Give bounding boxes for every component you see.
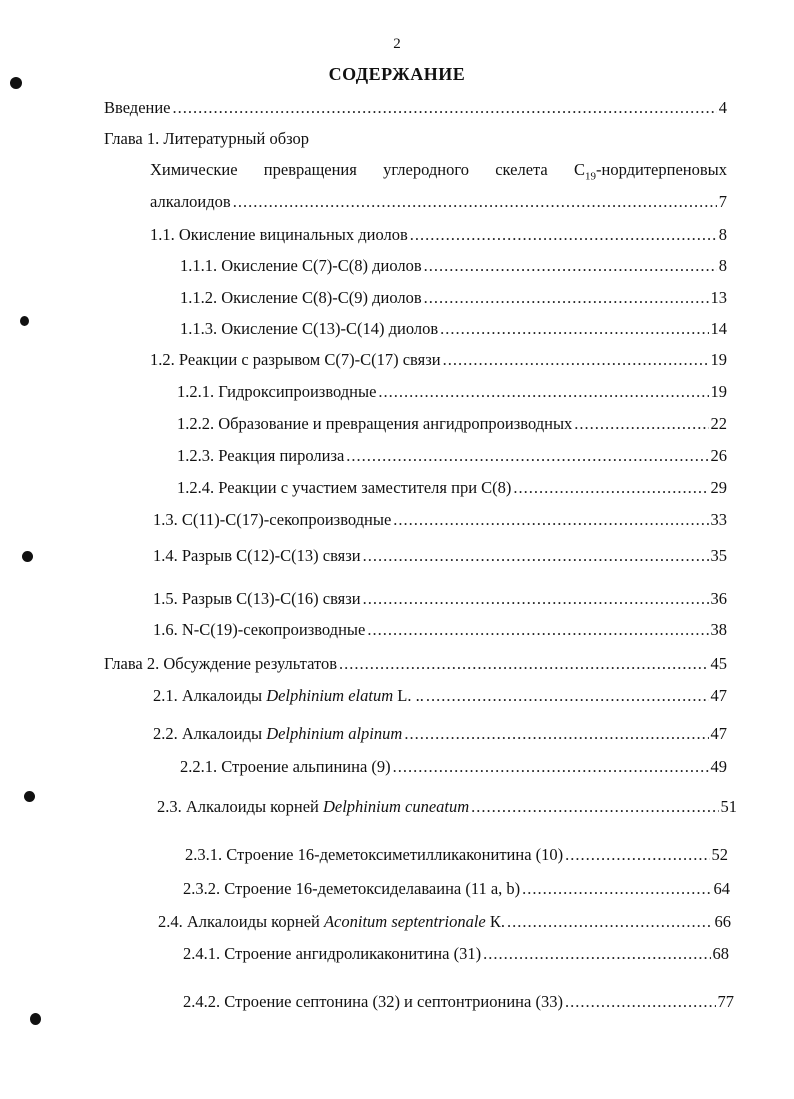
toc-entry <box>153 620 727 640</box>
toc-entry <box>153 510 727 530</box>
scan-mark <box>30 1013 41 1025</box>
toc-entry-page: 8 <box>718 225 727 244</box>
leader-dots <box>173 98 717 118</box>
toc-entry-label: 2.2.1. Строение альпинина (9) <box>180 757 391 776</box>
toc-entry-label: 2.3.2. Строение 16-деметоксиделаваина (11 а, b) <box>183 879 521 898</box>
toc-entry-label: 1.6. N-С(19)-секопроизводные <box>153 620 366 639</box>
toc-entry-page: 19 <box>710 382 727 401</box>
label-text: 2.3. Алкалоиды корней <box>157 797 323 816</box>
toc-entry-label: Глава 2. Обсуждение результатов <box>104 654 337 673</box>
label-text: К. <box>485 912 505 931</box>
leader-dots <box>471 797 718 817</box>
chapter1-subtitle-line2 <box>150 192 727 212</box>
toc-entry <box>157 797 737 817</box>
toc-entry-page: 4 <box>718 98 727 117</box>
label-text: 2.2. Алкалоиды <box>153 724 267 743</box>
label-text: 2.4. Алкалоиды корней <box>158 912 324 931</box>
toc-entry-page: 64 <box>713 879 730 898</box>
toc-entry <box>185 845 728 865</box>
toc-entry-page: 47 <box>710 724 727 743</box>
toc-entry-page: 38 <box>710 620 727 639</box>
label-text: L. .. <box>393 686 424 705</box>
toc-entry-page: 45 <box>710 654 727 673</box>
toc-entry <box>180 757 727 777</box>
leader-dots <box>424 288 709 308</box>
toc-entry <box>183 944 729 964</box>
toc-entry-label: 1.2.4. Реакции с участием заместителя при С(8) <box>177 478 512 497</box>
leader-dots <box>363 589 709 609</box>
chapter1-subtitle-text-b: -нордитерпеновых <box>596 160 727 179</box>
toc-entry <box>180 256 727 276</box>
leader-dots <box>393 510 708 530</box>
toc-entry-page: 33 <box>710 510 727 529</box>
toc-entry-label: 1.4. Разрыв С(12)-С(13) связи <box>153 546 361 565</box>
leader-dots <box>378 382 708 402</box>
leader-dots <box>443 350 709 370</box>
leader-dots <box>483 944 710 964</box>
leader-dots <box>233 192 717 212</box>
toc-entry-label: 1.2. Реакции с разрывом С(7)-С(17) связи <box>150 350 441 369</box>
toc-entry <box>177 382 727 402</box>
leader-dots <box>410 225 717 245</box>
toc-entry <box>180 319 727 339</box>
toc-entry-label: 1.2.2. Образование и превращения ангидропроизводных <box>177 414 573 433</box>
label-text: 2.1. Алкалоиды <box>153 686 267 705</box>
toc-entry-label: 2.3.1. Строение 16-деметоксиметилликаконитина (10) <box>185 845 564 864</box>
scan-mark <box>24 791 35 802</box>
toc-entry-chapter2 <box>104 654 727 674</box>
leader-dots <box>346 446 708 466</box>
toc-entry-page: 66 <box>714 912 731 931</box>
toc-entry-page: 47 <box>710 686 727 705</box>
leader-dots <box>339 654 709 674</box>
leader-dots <box>565 845 709 865</box>
toc-entry-label: Введение <box>104 98 171 117</box>
toc-entry-label: 1.1.2. Окисление С(8)-С(9) диолов <box>180 288 422 307</box>
leader-dots <box>507 912 713 932</box>
toc-entry-label <box>153 724 402 744</box>
scan-mark <box>20 316 29 326</box>
page-title: СОДЕРЖАНИЕ <box>328 64 466 84</box>
toc-entry <box>150 350 727 370</box>
toc-entry-page: 26 <box>710 446 727 465</box>
leader-dots <box>363 546 709 566</box>
leader-dots <box>574 414 708 434</box>
label-species: Delphinium cuneatum <box>322 797 470 816</box>
toc-entry <box>177 414 727 434</box>
toc-entry-page: 8 <box>718 256 727 275</box>
toc-entry-page: 36 <box>710 589 727 608</box>
leader-dots <box>426 686 709 706</box>
toc-entry-page: 29 <box>710 478 727 497</box>
chapter1-heading: Глава 1. Литературный обзор <box>104 129 310 148</box>
toc-entry <box>177 478 727 498</box>
toc-entry-label: 1.1.3. Окисление С(13)-С(14) диолов <box>180 319 439 338</box>
toc-entry-label <box>157 797 469 817</box>
label-species: Aconitum septentrionale <box>323 912 486 931</box>
toc-entry-label: 1.2.3. Реакция пиролиза <box>177 446 345 465</box>
leader-dots <box>424 256 717 276</box>
toc-entry-label: 1.1.1. Окисление С(7)-С(8) диолов <box>180 256 422 275</box>
leader-dots <box>565 992 716 1012</box>
toc-entry-page: 7 <box>718 192 727 211</box>
leader-dots <box>440 319 708 339</box>
leader-dots <box>393 757 709 777</box>
toc-entry-label: 1.1. Окисление вицинальных диолов <box>150 225 408 244</box>
toc-entry <box>177 446 727 466</box>
leader-dots <box>367 620 708 640</box>
toc-entry-page: 68 <box>712 944 729 963</box>
leader-dots <box>404 724 708 744</box>
leader-dots <box>513 478 708 498</box>
leader-dots <box>522 879 711 899</box>
chapter1-subtitle-text-a: Химические превращения углеродного скелета С <box>150 160 586 179</box>
toc-entry <box>153 686 727 706</box>
toc-entry-label <box>158 912 505 932</box>
toc-entry <box>183 879 730 899</box>
toc-entry-page: 77 <box>717 992 734 1011</box>
toc-entry-page: 51 <box>720 797 737 816</box>
toc-entry <box>153 724 727 744</box>
toc-entry-page: 52 <box>711 845 728 864</box>
scan-mark <box>10 77 22 89</box>
toc-entry-label <box>153 686 424 706</box>
page-number: 2 <box>393 36 401 52</box>
toc-entry-intro <box>104 98 727 118</box>
label-species: Delphinium elatum <box>266 686 394 705</box>
toc-entry-label: алкалоидов <box>150 192 231 211</box>
toc-entry <box>158 912 731 932</box>
toc-entry <box>153 589 727 609</box>
chapter1-subtitle-line1 <box>150 160 727 183</box>
toc-entry <box>150 225 727 245</box>
toc-entry <box>183 992 734 1012</box>
toc-entry-label: 1.2.1. Гидроксипроизводные <box>177 382 377 401</box>
toc-entry-page: 14 <box>710 319 727 338</box>
toc-entry-page: 49 <box>710 757 727 776</box>
label-species: Delphinium alpinum <box>266 724 403 743</box>
toc-entry-page: 13 <box>710 288 727 307</box>
toc-entry-page: 19 <box>710 350 727 369</box>
toc-entry-label: 1.5. Разрыв С(13)-С(16) связи <box>153 589 361 608</box>
toc-entry <box>153 546 727 566</box>
toc-entry-page: 22 <box>710 414 727 433</box>
chapter1-subtitle-subscript: 19 <box>585 170 597 183</box>
toc-entry-label: 2.4.1. Строение ангидроликаконитина (31) <box>183 944 482 963</box>
toc-entry <box>180 288 727 308</box>
scan-mark <box>22 551 33 562</box>
toc-entry-label: 2.4.2. Строение септонина (32) и септонтрионина (33) <box>183 992 563 1011</box>
toc-entry-label: 1.3. С(11)-С(17)-секопроизводные <box>153 510 392 529</box>
toc-entry-page: 35 <box>710 546 727 565</box>
